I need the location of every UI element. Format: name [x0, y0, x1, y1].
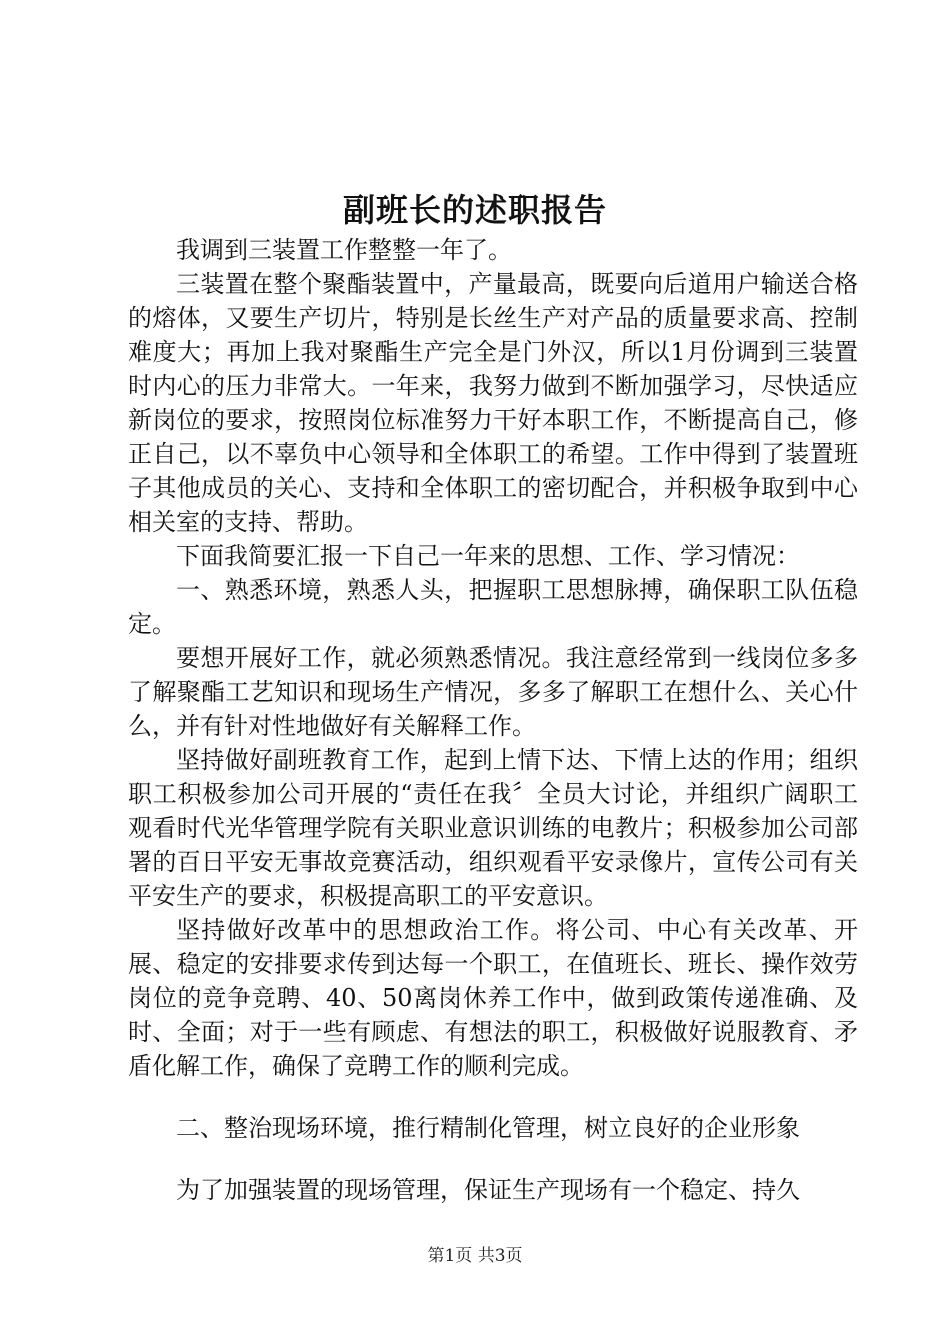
document-title: 副班长的述职报告 — [342, 191, 607, 229]
paragraph-4: 要想开展好工作，就必须熟悉情况。我注意经常到一线岗位多多了解聚酯工艺知识和现场生产情况，多多了解职工在想什么、关心什么，并有针对性地做好有关解释工作。 — [128, 644, 858, 740]
paragraph-7: 为了加强装置的现场管理，保证生产现场有一个稳定、持久 — [176, 1176, 800, 1204]
section-heading-2: 二、整治现场环境，推行精制化管理，树立良好的企业形象 — [176, 1114, 800, 1142]
paragraph-5: 坚持做好副班教育工作，起到上情下达、下情上达的作用；组织职工积极参加公司开展的“责任在我〞全员大讨论，并组织广阔职工观看时代光华管理学院有关职业意识训练的电教片；积极参加公司部署的百日平安无事故竞赛活动，组织观看平安录像片，宣传公司有关平安生产的要求，积极提高职工的平安意识。 — [128, 746, 858, 910]
section-heading-1: 一、熟悉环境，熟悉人头，把握职工思想脉搏，确保职工队伍稳定。 — [128, 576, 858, 638]
paragraph-1: 我调到三装置工作整整一年了。 — [176, 236, 512, 264]
paragraph-2: 三装置在整个聚酯装置中，产量最高，既要向后道用户输送合格的熔体，又要生产切片，特别是长丝生产对产品的质量要求高、控制难度大；再加上我对聚酯生产完全是门外汉，所以1月份调到三装置时内心的压力非常大。一年来，我努力做到不断加强学习，尽快适应新岗位的要求，按照岗位标准努力干好本职工作，不断提高自己，修正自己，以不辜负中心领导和全体职工的希望。工作中得到了装置班子其他成员的关心、支持和全体职工的密切配合，并积极争取到中心相关室的支持、帮助。 — [128, 270, 858, 536]
page-footer: 第1页 共3页 — [427, 1246, 523, 1266]
paragraph-3: 下面我简要汇报一下自己一年来的思想、工作、学习情况： — [176, 542, 800, 570]
document-body — [128, 233, 858, 1207]
paragraph-6: 坚持做好改革中的思想政治工作。将公司、中心有关改革、开展、稳定的安排要求传到达每一个职工，在值班长、班长、操作效劳岗位的竞争竞聘、40、50离岗休养工作中，做到政策传递准确、及时、全面；对于一些有顾虑、有想法的职工，积极做好说服教育、矛盾化解工作，确保了竞聘工作的顺利完成。 — [128, 916, 858, 1080]
